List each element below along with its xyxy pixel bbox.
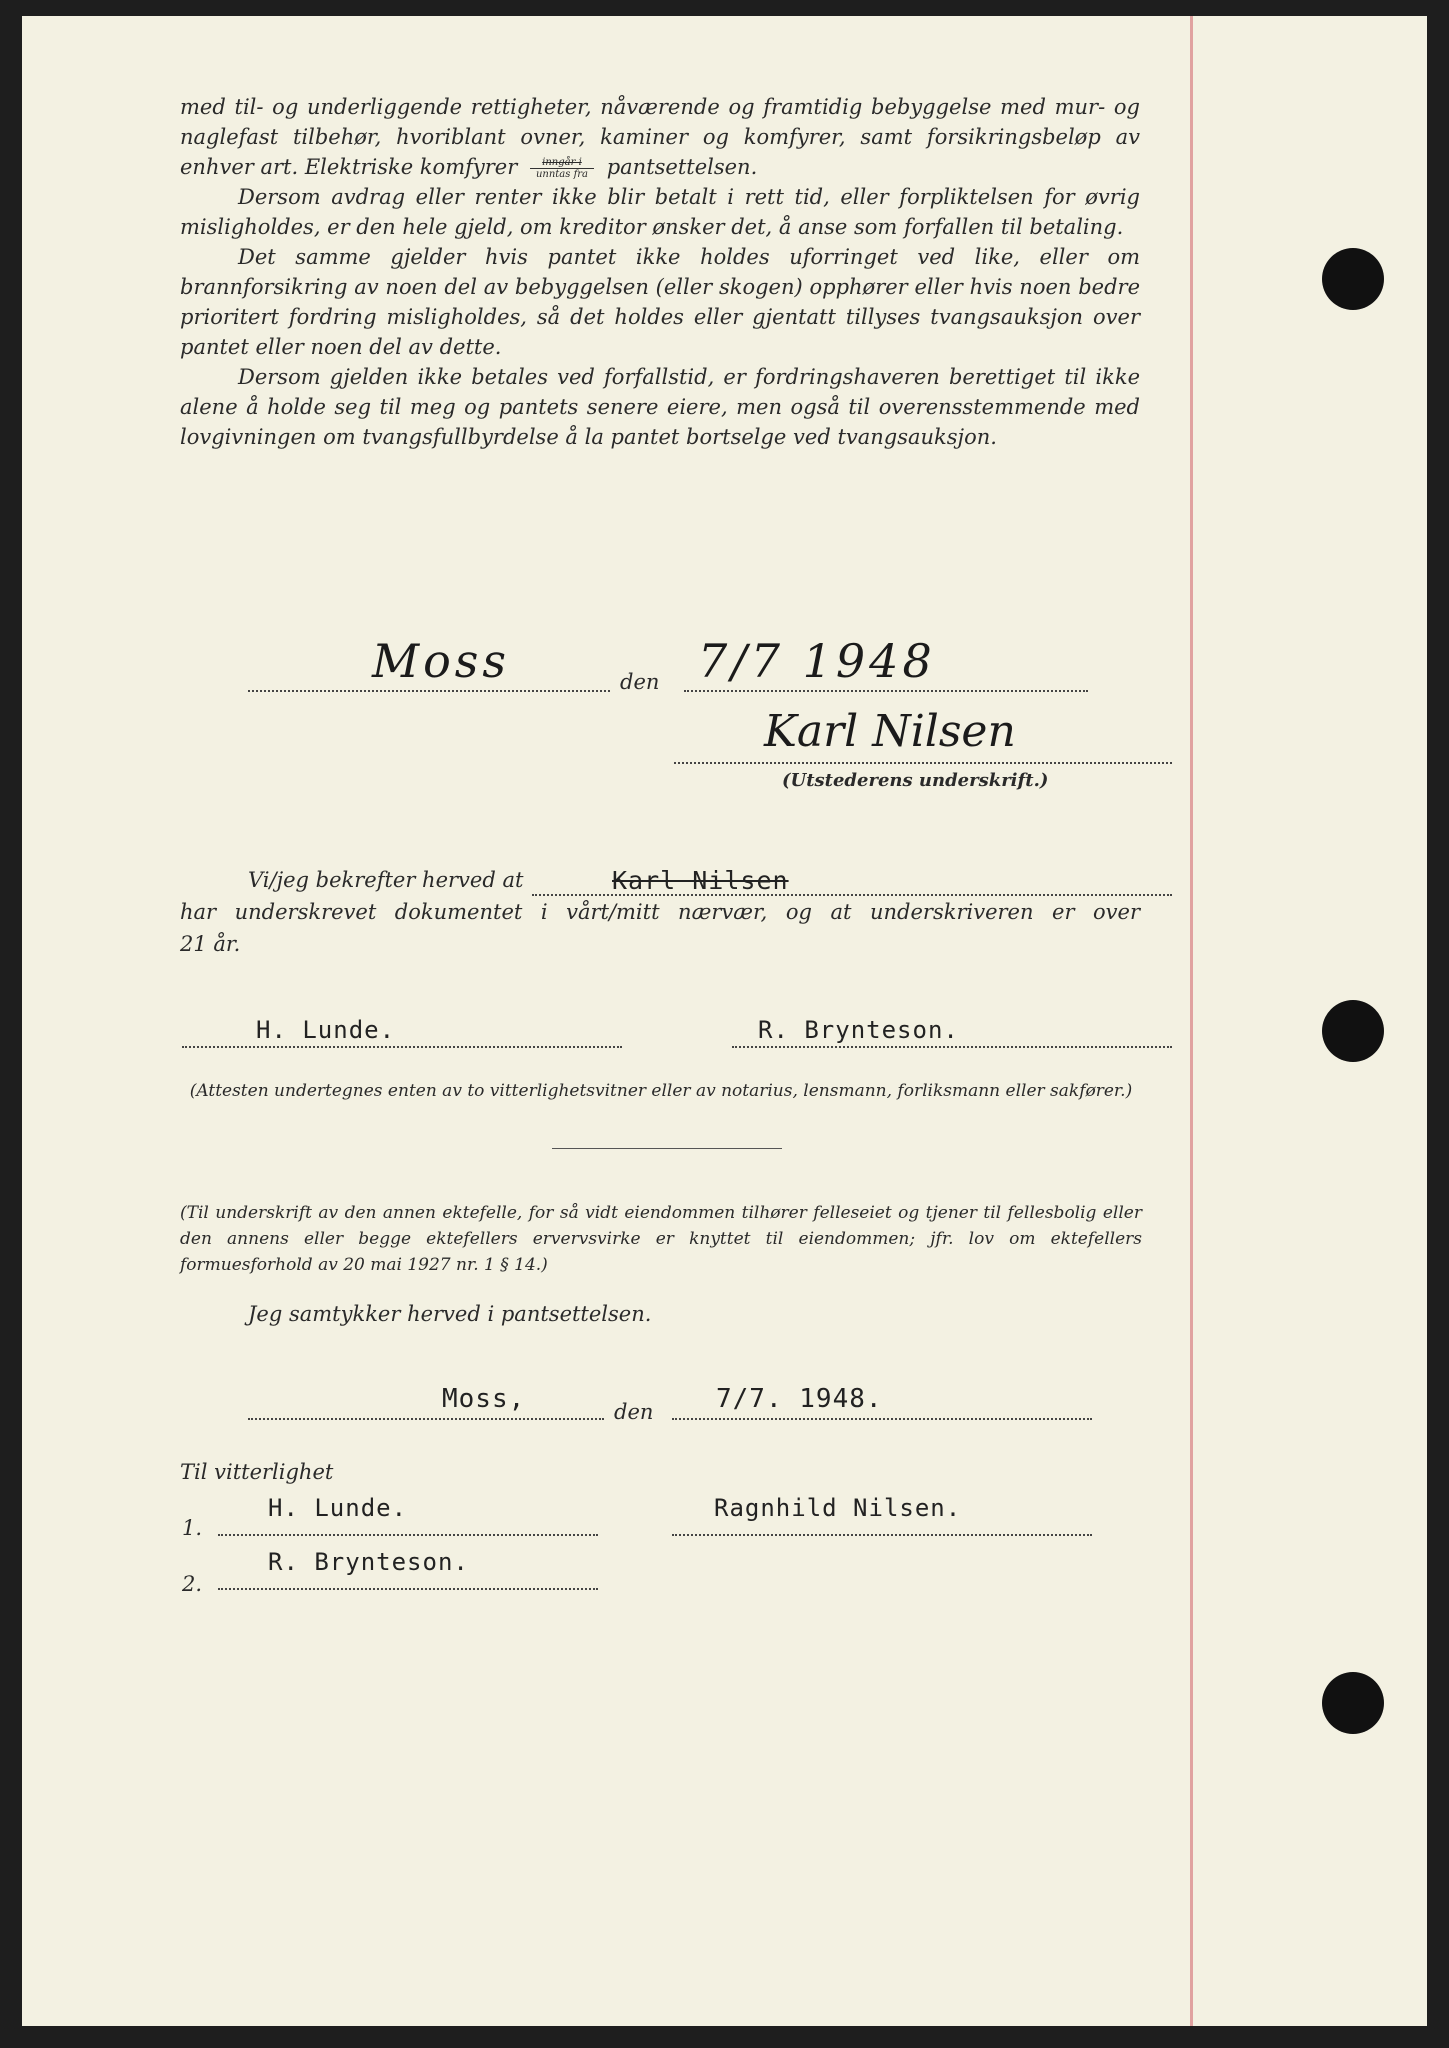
date-line-1 bbox=[684, 690, 1088, 692]
punch-hole-bottom bbox=[1322, 1672, 1384, 1734]
place-2: Moss, bbox=[442, 1384, 526, 1414]
witness-line-2 bbox=[218, 1588, 598, 1590]
issuer-signature: Karl Nilsen bbox=[764, 706, 1016, 757]
date-1: 7/7 1948 bbox=[698, 634, 936, 688]
consent-text: Jeg samtykker herved i pantsettelsen. bbox=[248, 1302, 652, 1326]
divider bbox=[552, 1148, 782, 1149]
vitterlighet-label: Til vitterlighet bbox=[180, 1460, 334, 1484]
issuer-signature-line bbox=[674, 762, 1172, 764]
vitterlighet-witness-2: R. Brynteson. bbox=[268, 1548, 469, 1576]
vitterlighet-witness-1: H. Lunde. bbox=[268, 1494, 408, 1522]
witness-right: R. Brynteson. bbox=[758, 1016, 959, 1044]
place-1: Moss bbox=[372, 634, 511, 688]
confirmation-name: Karl Nilsen bbox=[612, 866, 789, 895]
issuer-signature-label: (Utstederens underskrift.) bbox=[782, 770, 1049, 791]
den-label-1: den bbox=[620, 670, 660, 694]
punch-hole-top bbox=[1322, 248, 1384, 310]
date-line-2 bbox=[672, 1418, 1092, 1420]
witness-number-1: 1. bbox=[182, 1516, 203, 1540]
mortgage-terms-text bbox=[180, 92, 1140, 452]
spouse-signature: Ragnhild Nilsen. bbox=[714, 1494, 962, 1522]
paragraph-3: Det samme gjelder hvis pantet ikke holdes uforringet ved like, eller om brannforsikring av noen del av bebyggelsen (eller skogen) opphører eller hvis noen bedre prioritert fordring misligholdes, så det holdes eller gjentatt tillyses tvangsauksjon over pantet eller noen del av dette. bbox=[180, 245, 1140, 359]
den-label-2: den bbox=[614, 1400, 654, 1424]
witness-right-line bbox=[732, 1046, 1172, 1048]
confirmation-line-2: har underskrevet dokumentet i vårt/mitt nærvær, og at underskriveren er over bbox=[180, 900, 1140, 924]
spouse-note: (Til underskrift av den annen ektefelle, for så vidt eiendommen tilhører felleseiet og tjener til fellesbolig eller den annens eller begge ektefellers ervervsvirke er knyttet til eiendommen; jfr. lov om ektefellers formuesforhold av 20 mai 1927 nr. 1 § 14.) bbox=[180, 1203, 1142, 1275]
witness-left-line bbox=[182, 1046, 622, 1048]
confirmation-prefix: Vi/jeg bekrefter herved at bbox=[248, 868, 524, 892]
date-2: 7/7. 1948. bbox=[716, 1384, 883, 1414]
komfyrer-fraction: $\frac{\text{inngår i}}{\text{unntas fra}}$ bbox=[530, 157, 594, 180]
confirmation-line-3: 21 år. bbox=[180, 932, 241, 956]
paragraph-1: med til- og underliggende rettigheter, nåværende og framtidig bebyggelse med mur- og naglefast tilbehør, hvoriblant ovner, kaminer og komfyrer, samt forsikringsbeløp av enhver art. Elektriske komfyrer $\frac{\text{inngår i}}{\text{unntas fra}}$ pantsettelsen. bbox=[180, 95, 1140, 180]
attest-note: (Attesten undertegnes enten av to vitterlighetsvitner eller av notarius, lensmann, forliksmann eller sakfører.) bbox=[189, 1081, 1133, 1101]
paragraph-4: Dersom gjelden ikke betales ved forfallstid, er fordringshaveren berettiget til ikke alene å holde seg til meg og pantets senere eiere, men også til overensstemmende med lovgivningen om tvangsfullbyrdelse å la pantet bortselge ved tvangsauksjon. bbox=[180, 365, 1140, 449]
place-line-2 bbox=[248, 1418, 604, 1420]
punch-hole-middle bbox=[1322, 1000, 1384, 1062]
witness-line-1 bbox=[218, 1534, 598, 1536]
place-line-1 bbox=[248, 690, 610, 692]
witness-left: H. Lunde. bbox=[256, 1016, 396, 1044]
spouse-signature-line bbox=[672, 1534, 1092, 1536]
paragraph-2: Dersom avdrag eller renter ikke blir betalt i rett tid, eller forpliktelsen for øvrig misligholdes, er den hele gjeld, om kreditor ønsker det, å anse som forfallen til betaling. bbox=[180, 185, 1140, 239]
witness-number-2: 2. bbox=[182, 1572, 203, 1596]
document-page bbox=[22, 16, 1427, 2026]
margin-line bbox=[1190, 16, 1193, 2026]
